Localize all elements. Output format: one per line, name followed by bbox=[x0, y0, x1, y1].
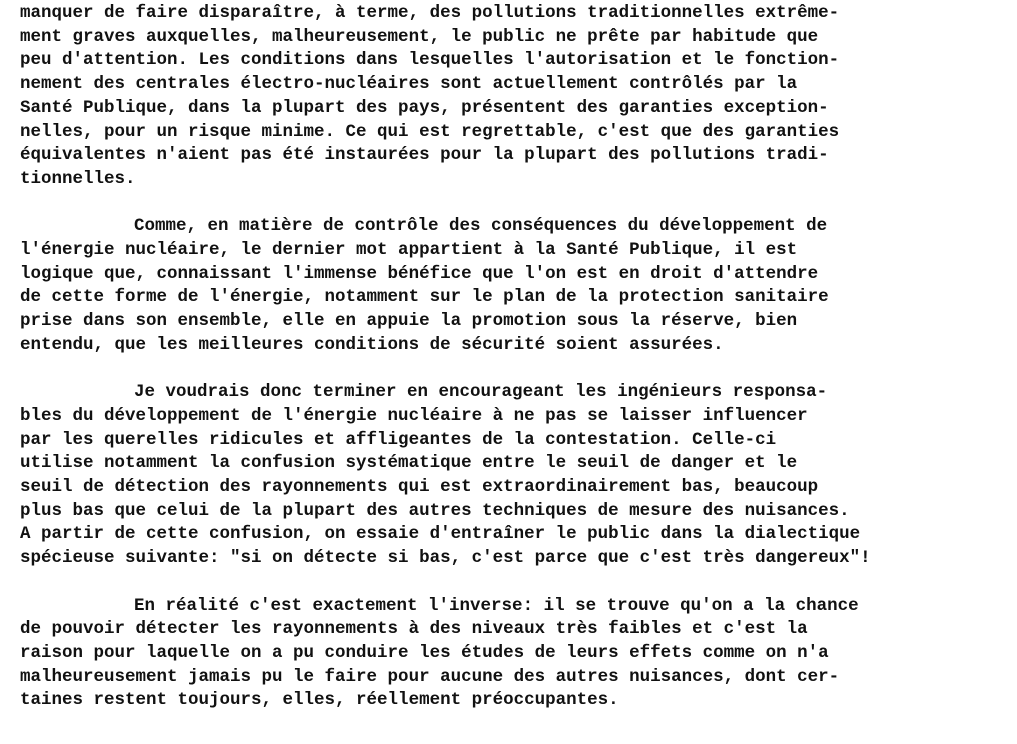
text-line: peu d'attention. Les conditions dans lesquelles l'autorisation et le fonction- bbox=[20, 50, 840, 71]
paragraph-3 bbox=[20, 381, 1010, 571]
text-line: l'énergie nucléaire, le dernier mot appartient à la Santé Publique, il est bbox=[20, 240, 798, 261]
text-line: logique que, connaissant l'immense bénéfice que l'on est en droit d'attendre bbox=[20, 263, 819, 284]
paragraph-1 bbox=[20, 2, 1010, 192]
paragraph-4 bbox=[20, 595, 1010, 714]
text-line: A partir de cette confusion, on essaie d'entraîner le public dans la dialectique bbox=[20, 524, 861, 545]
text-line: Santé Publique, dans la plupart des pays, présentent des garanties exception- bbox=[20, 97, 829, 118]
text-line: de cette forme de l'énergie, notamment sur le plan de la protection sanitaire bbox=[20, 287, 829, 308]
text-line: nelles, pour un risque minime. Ce qui est regrettable, c'est que des garanties bbox=[20, 121, 840, 142]
text-line: spécieuse suivante: "si on détecte si bas, c'est parce que c'est très dangereux"! bbox=[20, 548, 871, 569]
paragraph-2 bbox=[20, 215, 1010, 357]
text-line: tionnelles. bbox=[20, 168, 136, 189]
text-line: nement des centrales électro-nucléaires sont actuellement contrôlés par la bbox=[20, 74, 798, 95]
text-line: manquer de faire disparaître, à terme, des pollutions traditionnelles extrême- bbox=[20, 3, 840, 23]
text-line: utilise notamment la confusion systématique entre le seuil de danger et le bbox=[20, 453, 798, 474]
text-line: En réalité c'est exactement l'inverse: il se trouve qu'on a la chance bbox=[134, 595, 859, 616]
text-line: par les querelles ridicules et affligeantes de la contestation. Celle-ci bbox=[20, 429, 777, 450]
text-line: prise dans son ensemble, elle en appuie la promotion sous la réserve, bien bbox=[20, 311, 798, 332]
text-line: Comme, en matière de contrôle des conséquences du développement de bbox=[134, 216, 828, 237]
text-line: bles du développement de l'énergie nucléaire à ne pas se laisser influencer bbox=[20, 405, 808, 426]
document-page bbox=[20, 2, 1010, 737]
text-line: ment graves auxquelles, malheureusement, le public ne prête par habitude que bbox=[20, 26, 819, 47]
text-line: de pouvoir détecter les rayonnements à des niveaux très faibles et c'est la bbox=[20, 619, 808, 640]
text-line: entendu, que les meilleures conditions de sécurité soient assurées. bbox=[20, 334, 724, 355]
text-line: taines restent toujours, elles, réellement préoccupantes. bbox=[20, 690, 619, 711]
text-line: plus bas que celui de la plupart des autres techniques de mesure des nuisances. bbox=[20, 500, 850, 521]
text-line: équivalentes n'aient pas été instaurées pour la plupart des pollutions tradi- bbox=[20, 145, 829, 166]
text-line: seuil de détection des rayonnements qui est extraordinairement bas, beaucoup bbox=[20, 477, 819, 498]
text-line: raison pour laquelle on a pu conduire les études de leurs effets comme on n'a bbox=[20, 642, 829, 663]
text-line: Je voudrais donc terminer en encourageant les ingénieurs responsa- bbox=[134, 382, 828, 403]
text-line: malheureusement jamais pu le faire pour aucune des autres nuisances, dont cer- bbox=[20, 666, 840, 687]
